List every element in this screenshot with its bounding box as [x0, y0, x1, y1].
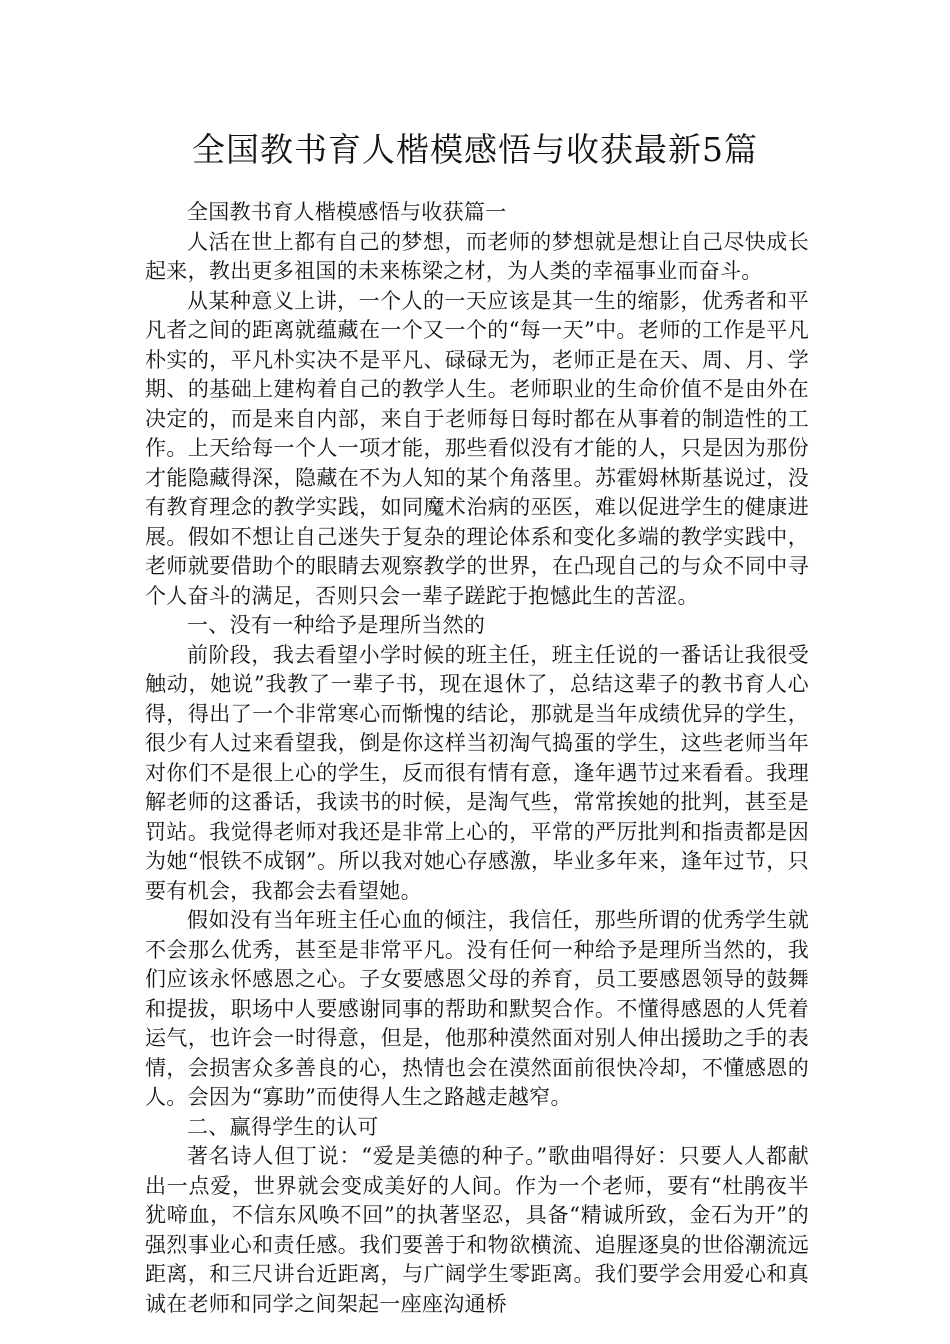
paragraph: 人活在世上都有自己的梦想，而老师的梦想就是想让自己尽快成长起来，教出更多祖国的未来栋梁之材，为人类的幸福事业而奋斗。	[145, 229, 809, 283]
paragraph: 假如没有当年班主任心血的倾注，我信任，那些所谓的优秀学生就不会那么优秀，甚至是非常平凡。没有任何一种给予是理所当然的，我们应该永怀感恩之心。子女要感恩父母的养育，员工要感恩领导的鼓舞和提拔，职场中人要感谢同事的帮助和默契合作。不懂得感恩的人凭着运气，也许会一时得意，但是，他那种漠然面对别人伸出援助之手的表情，会损害众多善良的心，热情也会在漠然面前很快冷却，不懂感恩的人。会因为“寡助”而使得人生之路越走越窄。	[145, 908, 809, 1109]
section-heading: 一、没有一种给予是理所当然的	[187, 613, 486, 637]
document-body	[145, 198, 809, 1319]
paragraph: 从某种意义上讲，一个人的一天应该是其一生的缩影，优秀者和平凡者之间的距离就蕴藏在一个又一个的“每一天”中。老师的工作是平凡朴实的，平凡朴实决不是平凡、碌碌无为，老师正是在天、周、月、学期、的基础上建构着自己的教学人生。老师职业的生命价值不是由外在决定的，而是来自内部，来自于老师每日每时都在从事着的制造性的工作。上天给每一个人一项才能，那些看似没有才能的人，只是因为那份才能隐藏得深，隐藏在不为人知的某个角落里。苏霍姆林斯基说过，没有教育理念的教学实践，如同魔术治病的巫医，难以促进学生的健康进展。假如不想让自己迷失于复杂的理论体系和变化多端的教学实践中，老师就要借助个的眼睛去观察教学的世界，在凸现自己的与众不同中寻个人奋斗的满足，否则只会一辈子蹉跎于抱憾此生的苦涩。	[145, 288, 809, 608]
section-heading: 全国教书育人楷模感悟与收获篇一	[187, 200, 507, 224]
document-title: 全国教书育人楷模感悟与收获最新5篇	[192, 130, 758, 169]
paragraph: 前阶段，我去看望小学时候的班主任，班主任说的一番话让我很受触动，她说”我教了一辈子书，现在退休了，总结这辈子的教书育人心得，得出了一个非常寒心而惭愧的结论，那就是当年成绩优异的学生，很少有人过来看望我，倒是你这样当初淘气捣蛋的学生，这些老师当年对你们不是很上心的学生，反而很有情有意，逢年遇节过来看看。我理解老师的这番话，我读书的时候，是淘气些，常常挨她的批判，甚至是罚站。我觉得老师对我还是非常上心的，平常的严厉批判和指责都是因为她“恨铁不成钢”。所以我对她心存感激，毕业多年来，逢年过节，只要有机会，我都会去看望她。	[145, 642, 809, 903]
paragraph: 著名诗人但丁说：“爱是美德的种子。”歌曲唱得好：只要人人都献出一点爱，世界就会变成美好的人间。作为一个老师，要有“杜鹃夜半犹啼血，不信东风唤不回”的执著坚忍，具备“精诚所致，金石为开”的强烈事业心和责任感。我们要善于和物欲横流、追腥逐臭的世俗潮流远距离，和三尺讲台近距离，与广阔学生零距离。我们要学会用爱心和真诚在老师和同学之间架起一座座沟通桥	[145, 1144, 809, 1316]
section-heading: 二、赢得学生的认可	[187, 1114, 379, 1139]
